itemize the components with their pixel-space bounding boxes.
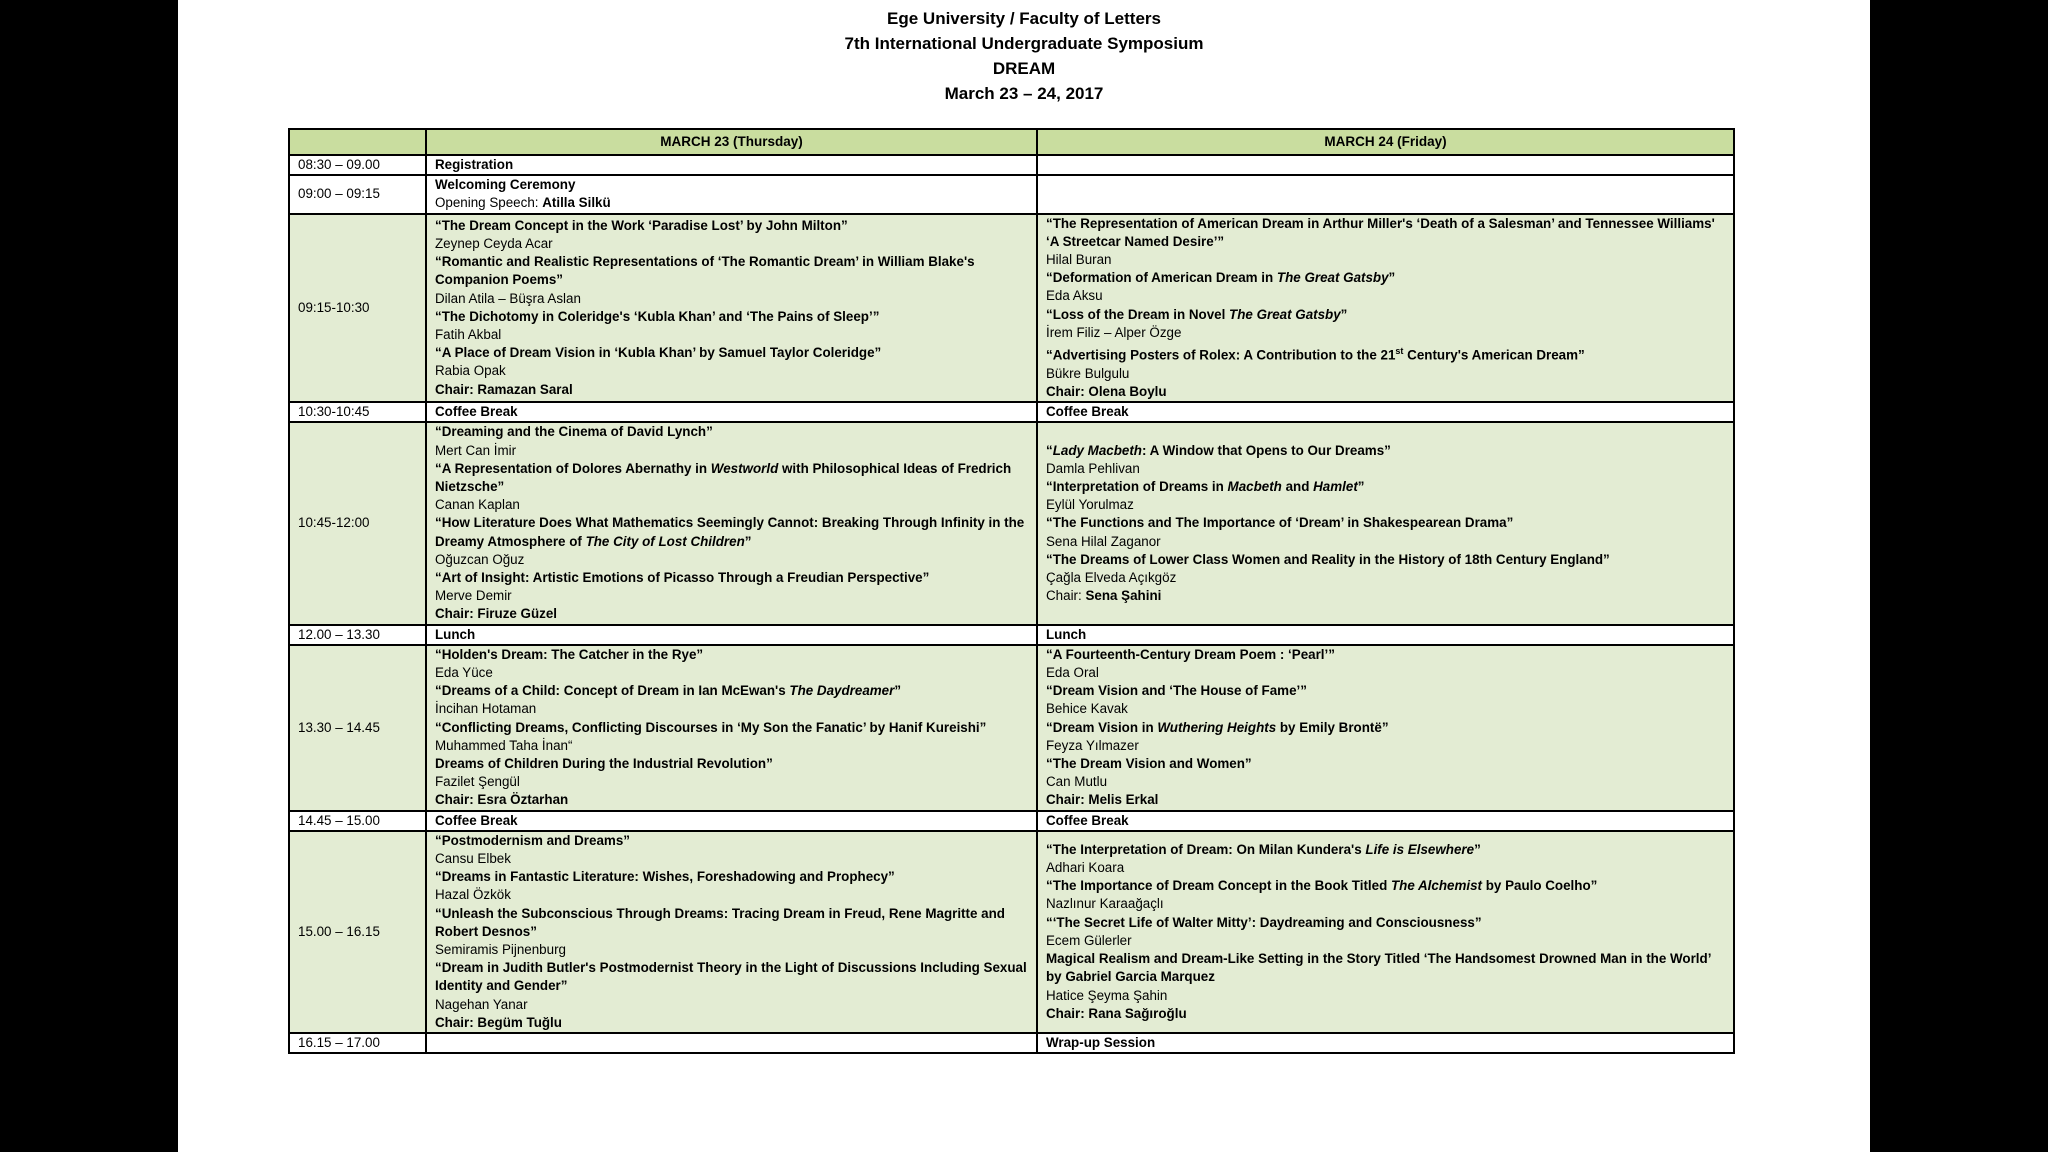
session-chair: Chair: Begüm Tuğlu (435, 1014, 562, 1030)
day1-cell (426, 811, 1037, 831)
schedule-row (289, 645, 1734, 811)
talk-title: “Interpretation of Dreams in Macbeth and Hamlet” (1046, 478, 1365, 494)
talk-authors: İncihan Hotaman (435, 701, 537, 717)
talk-title: “The Interpretation of Dream: On Milan Kundera's Life is Elsewhere” (1046, 841, 1481, 857)
day2-session-label: Wrap-up Session (1046, 1035, 1156, 1051)
talk-authors: Feyza Yılmazer (1046, 737, 1139, 753)
schedule-row (289, 625, 1734, 645)
day1-cell (426, 175, 1037, 213)
talk-authors: Hazal Özkök (435, 887, 511, 903)
time-slot: 16.15 – 17.00 (289, 1033, 426, 1053)
time-slot: 09:00 – 09:15 (289, 175, 426, 213)
title-italic: The Daydreamer (789, 683, 895, 699)
talk-authors: Adhari Koara (1046, 860, 1125, 876)
header-symposium: 7th International Undergraduate Symposium (844, 34, 1204, 53)
schedule-row (289, 155, 1734, 175)
session-chair: Chair: Rana Sağıroğlu (1046, 1005, 1187, 1021)
schedule-row (289, 1033, 1734, 1053)
talk-authors: İrem Filiz – Alper Özge (1046, 324, 1182, 340)
title-italic: Westworld (710, 460, 779, 476)
talk-title: “‘The Secret Life of Walter Mitty’: Daydreaming and Consciousness” (1046, 914, 1482, 930)
talk-title: Magical Realism and Dream-Like Setting in the Story Titled ‘The Handsomest Drowned Man in the World’ by Gabriel Garcia Marquez (1046, 951, 1711, 985)
day2-cell (1037, 175, 1734, 213)
talk-title: “Dream Vision and ‘The House of Fame’” (1046, 683, 1307, 699)
day1-cell (426, 422, 1037, 624)
talk-title: “A Fourteenth-Century Dream Poem : ‘Pearl’” (1046, 646, 1335, 662)
schedule-row (289, 422, 1734, 624)
talk-title: Dreams of Children During the Industrial Revolution” (435, 755, 773, 771)
talk-authors: Oğuzcan Oğuz (435, 551, 525, 567)
talk-authors: Eda Aksu (1046, 288, 1103, 304)
header-university: Ege University / Faculty of Letters (887, 9, 1161, 28)
day1-cell (426, 402, 1037, 422)
document-header (178, 6, 1870, 106)
day2-cell (1037, 214, 1734, 403)
session-chair-name: Sena Şahini (1085, 588, 1162, 604)
day1-cell (426, 625, 1037, 645)
opening-speaker: Atilla Silkü (542, 195, 611, 211)
time-slot: 13.30 – 14.45 (289, 645, 426, 811)
talk-title: “The Dream Concept in the Work ‘Paradise Lost’ by John Milton” (435, 217, 848, 233)
time-slot: 14.45 – 15.00 (289, 811, 426, 831)
talk-title: “Romantic and Realistic Representations of ‘The Romantic Dream’ in William Blake's Companion Poems” (435, 254, 975, 288)
talk-authors: Zeynep Ceyda Acar (435, 236, 553, 252)
title-italic: Lady Macbeth (1052, 442, 1142, 458)
day2-session-label: Lunch (1046, 626, 1087, 642)
talk-title: “Dream Vision in Wuthering Heights by Emily Brontë” (1046, 719, 1389, 735)
talk-title: “A Representation of Dolores Abernathy in Westworld with Philosophical Ideas of Fredrich Nietzsche” (435, 460, 1012, 494)
day2-cell (1037, 831, 1734, 1033)
day1-cell (426, 214, 1037, 403)
time-slot: 09:15-10:30 (289, 214, 426, 403)
talk-authors: Canan Kaplan (435, 497, 520, 513)
day2-cell (1037, 645, 1734, 811)
time-slot: 10:30-10:45 (289, 402, 426, 422)
talk-title: “Dreams in Fantastic Literature: Wishes, Foreshadowing and Prophecy” (435, 869, 895, 885)
day1-session-label: Lunch (435, 626, 476, 642)
talk-title: “The Functions and The Importance of ‘Dream’ in Shakespearean Drama” (1046, 515, 1514, 531)
session-chair: Chair: Olena Boylu (1046, 383, 1167, 399)
day2-cell (1037, 402, 1734, 422)
talk-authors: Eda Oral (1046, 664, 1099, 680)
talk-authors: Damla Pehlivan (1046, 460, 1140, 476)
session-chair: Chair: Melis Erkal (1046, 792, 1159, 808)
talk-title: “The Importance of Dream Concept in the Book Titled The Alchemist by Paulo Coelho” (1046, 878, 1598, 894)
talk-authors: Muhammed Taha İnan“ (435, 737, 573, 753)
talk-authors: Mert Can İmir (435, 442, 517, 458)
talk-title: “Dream in Judith Butler's Postmodernist Theory in the Light of Discussions Including Sexual Identity and Gender” (435, 960, 1027, 994)
time-slot: 12.00 – 13.30 (289, 625, 426, 645)
day1-cell (426, 645, 1037, 811)
header-dates: March 23 – 24, 2017 (944, 84, 1104, 103)
day1-column-header: MARCH 23 (Thursday) (426, 129, 1037, 155)
title-italic: Wuthering Heights (1157, 719, 1277, 735)
talk-authors: Can Mutlu (1046, 774, 1108, 790)
talk-authors: Çağla Elveda Açıkgöz (1046, 569, 1177, 585)
talk-authors: Merve Demir (435, 588, 512, 604)
day2-cell (1037, 625, 1734, 645)
talk-authors: Semiramis Pijnenburg (435, 942, 566, 957)
title-italic: Hamlet (1313, 478, 1358, 494)
document-page (178, 0, 1870, 1152)
talk-authors: Behice Kavak (1046, 701, 1128, 717)
talk-authors: Bükre Bulgulu (1046, 365, 1130, 381)
day1-session-label: Registration (435, 157, 514, 172)
talk-authors: Cansu Elbek (435, 850, 511, 866)
talk-title: “Conflicting Dreams, Conflicting Discourses in ‘My Son the Fanatic’ by Hanif Kureishi” (435, 719, 987, 735)
talk-title: “Advertising Posters of Rolex: A Contribution to the 21st Century's American Dream” (1046, 346, 1585, 363)
talk-title: “Unleash the Subconscious Through Dreams: Tracing Dream in Freud, Rene Magritte and Robert Desnos” (435, 905, 1005, 939)
title-italic: The Great Gatsby (1276, 270, 1389, 286)
talk-title: “The Representation of American Dream in Arthur Miller's ‘Death of a Salesman’ and Tennessee Williams' ‘A Streetcar Named Desire’” (1046, 215, 1715, 249)
title-italic: Macbeth (1227, 478, 1282, 494)
talk-title: “The Dreams of Lower Class Women and Reality in the History of 18th Century England” (1046, 551, 1610, 567)
talk-title: “Loss of the Dream in Novel The Great Gatsby” (1046, 306, 1348, 322)
day2-session-label: Coffee Break (1046, 812, 1129, 828)
talk-authors: Fazilet Şengül (435, 774, 520, 790)
day1-cell (426, 1033, 1037, 1053)
title-italic: The Great Gatsby (1229, 306, 1341, 322)
talk-title: “The Dichotomy in Coleridge's ‘Kubla Khan’ and ‘The Pains of Sleep’” (435, 308, 880, 324)
day1-session-label: Welcoming Ceremony (435, 177, 576, 193)
talk-authors: Sena Hilal Zaganor (1046, 533, 1161, 549)
day2-session-label: Coffee Break (1046, 404, 1129, 420)
schedule-row (289, 831, 1734, 1033)
day1-session-label: Coffee Break (435, 812, 518, 828)
schedule-row (289, 402, 1734, 422)
day2-cell (1037, 811, 1734, 831)
session-chair: Chair: Esra Öztarhan (435, 792, 569, 808)
schedule-body (289, 155, 1734, 1053)
talk-authors: Eda Yüce (435, 664, 493, 680)
schedule-header-row (289, 129, 1734, 155)
talk-title: “Deformation of American Dream in The Great Gatsby” (1046, 270, 1396, 286)
day1-cell (426, 831, 1037, 1033)
talk-authors: Ecem Gülerler (1046, 932, 1132, 948)
day2-cell (1037, 155, 1734, 175)
talk-title: “Dreaming and the Cinema of David Lynch” (435, 424, 713, 440)
talk-title: “Dreams of a Child: Concept of Dream in Ian McEwan's The Daydreamer” (435, 683, 902, 699)
day2-column-header: MARCH 24 (Friday) (1037, 129, 1734, 155)
schedule-row (289, 214, 1734, 403)
day1-cell (426, 155, 1037, 175)
schedule-row (289, 175, 1734, 213)
time-slot: 10:45-12:00 (289, 422, 426, 624)
talk-title: “How Literature Does What Mathematics Seemingly Cannot: Breaking Through Infinity in the Dreamy Atmosphere of The City of Lost Children” (435, 515, 1025, 549)
talk-authors: Rabia Opak (435, 363, 506, 379)
talk-authors: Hatice Şeyma Şahin (1046, 987, 1168, 1003)
title-italic: The City of Lost Children (585, 533, 745, 549)
schedule-row (289, 811, 1734, 831)
time-slot: 15.00 – 16.15 (289, 831, 426, 1033)
talk-authors: Dilan Atila – Büşra Aslan (435, 290, 581, 306)
day2-cell (1037, 422, 1734, 624)
talk-title: “Lady Macbeth: A Window that Opens to Our Dreams” (1046, 442, 1391, 458)
talk-authors: Eylül Yorulmaz (1046, 497, 1134, 513)
talk-title: “A Place of Dream Vision in ‘Kubla Khan’ by Samuel Taylor Coleridge” (435, 345, 882, 361)
session-chair: Chair: Sena Şahini (1046, 588, 1162, 604)
talk-authors: Hilal Buran (1046, 252, 1112, 268)
talk-authors: Nagehan Yanar (435, 996, 528, 1012)
header-theme: DREAM (992, 59, 1056, 78)
time-column-header (289, 129, 426, 155)
day1-session-label: Coffee Break (435, 404, 518, 420)
schedule-table (288, 128, 1735, 1054)
session-chair: Chair: Firuze Güzel (435, 606, 558, 622)
talk-title: “Art of Insight: Artistic Emotions of Picasso Through a Freudian Perspective” (435, 569, 930, 585)
session-chair: Chair: Ramazan Saral (435, 381, 573, 397)
title-italic: The Alchemist (1390, 878, 1483, 894)
day2-cell (1037, 1033, 1734, 1053)
talk-authors: Fatih Akbal (435, 327, 502, 343)
time-slot: 08:30 – 09.00 (289, 155, 426, 175)
talk-authors: Nazlınur Karaağaçlı (1046, 896, 1164, 912)
opening-speech: Opening Speech: Atilla Silkü (435, 195, 611, 211)
title-superscript: st (1395, 346, 1404, 357)
title-italic: Life is Elsewhere (1365, 841, 1475, 857)
talk-title: “The Dream Vision and Women” (1046, 755, 1252, 771)
talk-title: “Postmodernism and Dreams” (435, 832, 630, 848)
talk-title: “Holden's Dream: The Catcher in the Rye” (435, 646, 704, 662)
